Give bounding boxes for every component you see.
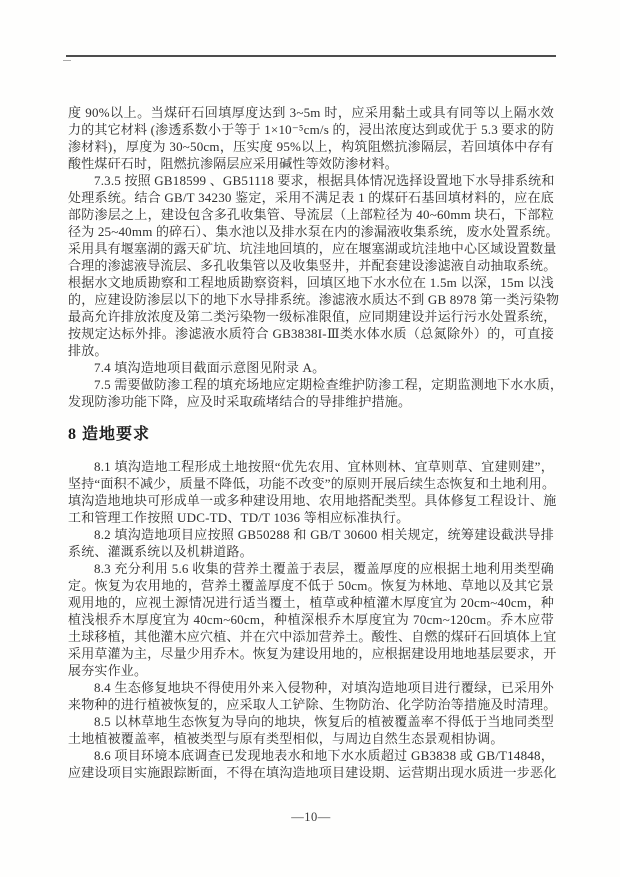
paragraph bbox=[68, 458, 557, 526]
text-line: 8.2 填沟造地项目应按照 GB50288 和 GB/T 30600 相关规定，统筹建设截洪导排 bbox=[94, 527, 554, 542]
text-line: 7.5 需要做防渗工程的填充场地应定期检查维护防渗工程，定期监测地下水水质， bbox=[94, 377, 564, 392]
text-line: 发现防渗功能下降，应及时采取疏堵结合的导排维护措施。 bbox=[68, 394, 412, 409]
text-line: 定。恢复为农用地的，营养土覆盖厚度不低于 50cm。恢复为林地、草地以及其它景 bbox=[68, 578, 554, 593]
text-line: 8.4 生态修复地块不得使用外来入侵物种，对填沟造地项目进行覆绿，已采用外 bbox=[94, 680, 554, 695]
paragraph bbox=[68, 747, 557, 781]
text-line: 8.3 充分利用 5.6 收集的营养土覆盖于表层，覆盖厚度的应根据土地利用类型确 bbox=[94, 561, 554, 576]
text-line: 工和管理工作按照 UDC-TD、TD/T 1036 等相应标准执行。 bbox=[68, 510, 410, 525]
text-line: 应建设项目实施跟踪断面，不得在填沟造地项目建设期、运营期出现水质进一步恶化 bbox=[68, 765, 557, 780]
text-line: 排放。 bbox=[68, 343, 108, 358]
text-line: 填沟造地地块可形成单一或多种建设用地、农用地搭配类型。具体修复工程设计、施 bbox=[68, 493, 557, 508]
paragraph bbox=[68, 104, 554, 172]
paragraph bbox=[68, 526, 554, 560]
paragraph bbox=[68, 172, 560, 359]
text-line: 酸性煤矸石时，阻燃抗渗隔层应采用碱性等效防渗材料。 bbox=[68, 156, 399, 171]
text-line: 合理的渗滤液导流层、多孔收集管以及收集竖井，并配套建设渗滤液自动抽取系统。 bbox=[68, 258, 557, 273]
paragraph bbox=[68, 713, 554, 747]
text-line: 土球移植，其他灌木应穴植、并在穴中添加营养土。酸性、自燃的煤矸石回填体上宜 bbox=[68, 629, 557, 644]
header-rule bbox=[66, 55, 556, 57]
text-line: 最高允许排放浓度及第二类污染物一级标准限值，应同期建设并运行污水处置系统， bbox=[68, 309, 557, 324]
text-line: 处理系统。结合 GB/T 34230 鉴定，采用不满足表 1 的煤矸石基回填材料的，应在底 bbox=[68, 190, 554, 205]
section-heading: 8 造地要求 bbox=[68, 426, 151, 443]
text-line: 部防渗层之上，建设包含多孔收集管、导流层（上部粒径为 40~60mm 块石，下部粒 bbox=[68, 207, 554, 222]
text-line: 渗材料)，厚度为 30~50cm，压实度 95%以上，构筑阻燃抗渗隔层，若回填体中存有 bbox=[68, 139, 554, 154]
text-line: 系统、灌溉系统以及机耕道路。 bbox=[68, 544, 253, 559]
text-line: 的，应建设防渗层以下的地下水导排系统。渗滤液水质达不到 GB 8978 第一类污染物 bbox=[68, 292, 560, 307]
text-line: 根据水文地质勘察和工程地质勘察资料，回填区地下水水位在 1.5m 以深，15m 以浅 bbox=[68, 275, 554, 290]
paragraph bbox=[68, 376, 564, 410]
document-content bbox=[68, 104, 564, 781]
page-number: —10— bbox=[291, 810, 331, 824]
text-line: 按规定达标外排。渗滤液水质符合 GB3838I-Ⅲ类水体水质（总氮除外）的，可直接 bbox=[68, 326, 554, 341]
text-line: 采用具有堰塞湖的露天矿坑、坑洼地回填的，应在堰塞湖或坑洼地中心区域设置数量 bbox=[68, 241, 557, 256]
text-line: 观用地的，应视土源情况进行适当覆土，植草或种植灌木厚度宜为 20cm~40cm，种 bbox=[68, 595, 554, 610]
header-rule-tick bbox=[63, 60, 71, 61]
text-line: 7.3.5 按照 GB18599 、GB51118 要求，根据具体情况选择设置地下水导排系统和 bbox=[94, 173, 555, 188]
paragraph bbox=[68, 679, 557, 713]
text-line: 来物种的进行植被恢复的，应采取人工铲除、生物防治、化学防治等措施及时清理。 bbox=[68, 697, 557, 712]
text-line: 植浅根乔木厚度宜为 40cm~60cm，种植深根乔木厚度宜为 70cm~120cm。乔木应带 bbox=[68, 612, 554, 627]
text-line: 7.4 填沟造地项目截面示意图见附录 A。 bbox=[94, 360, 326, 375]
text-line: 8.6 项目环境本底调查已发现地表水和地下水水质超过 GB3838 或 GB/T14848， bbox=[94, 748, 554, 763]
text-line: 径为 25~40mm 的碎石）、集水池以及排水泵在内的渗漏液收集系统，废水处置系统。 bbox=[68, 224, 559, 239]
text-line: 度 90%以上。当煤矸石回填厚度达到 3~5m 时，应采用黏土或具有同等以上隔水效 bbox=[68, 105, 554, 120]
text-line: 力的其它材料 (渗透系数小于等于 1×10⁻⁵cm/s 的，浸出浓度达到或优于 5.3 要求的防 bbox=[68, 122, 555, 137]
text-line: 展夯实作业。 bbox=[68, 663, 148, 678]
text-line: 8.1 填沟造地工程形成土地按照“优先农用、宜林则林、宜草则草、宜建则建”， bbox=[94, 459, 554, 474]
paragraph bbox=[68, 560, 557, 679]
text-line: 土地植被覆盖率，植被类型与原有类型相似，与周边自然生态景观相协调。 bbox=[68, 731, 504, 746]
paragraph bbox=[68, 359, 554, 376]
text-line: 8.5 以林草地生态恢复为导向的地块，恢复后的植被覆盖率不得低于当地同类型 bbox=[94, 714, 554, 729]
text-line: 坚持“面积不减少，质量不降低，功能不改变”的原则开展后续生态恢复和土地利用。 bbox=[68, 476, 556, 491]
text-line: 采用草灌为主，尽量少用乔木。恢复为建设用地的，应根据建设用地地基层要求，开 bbox=[68, 646, 557, 661]
